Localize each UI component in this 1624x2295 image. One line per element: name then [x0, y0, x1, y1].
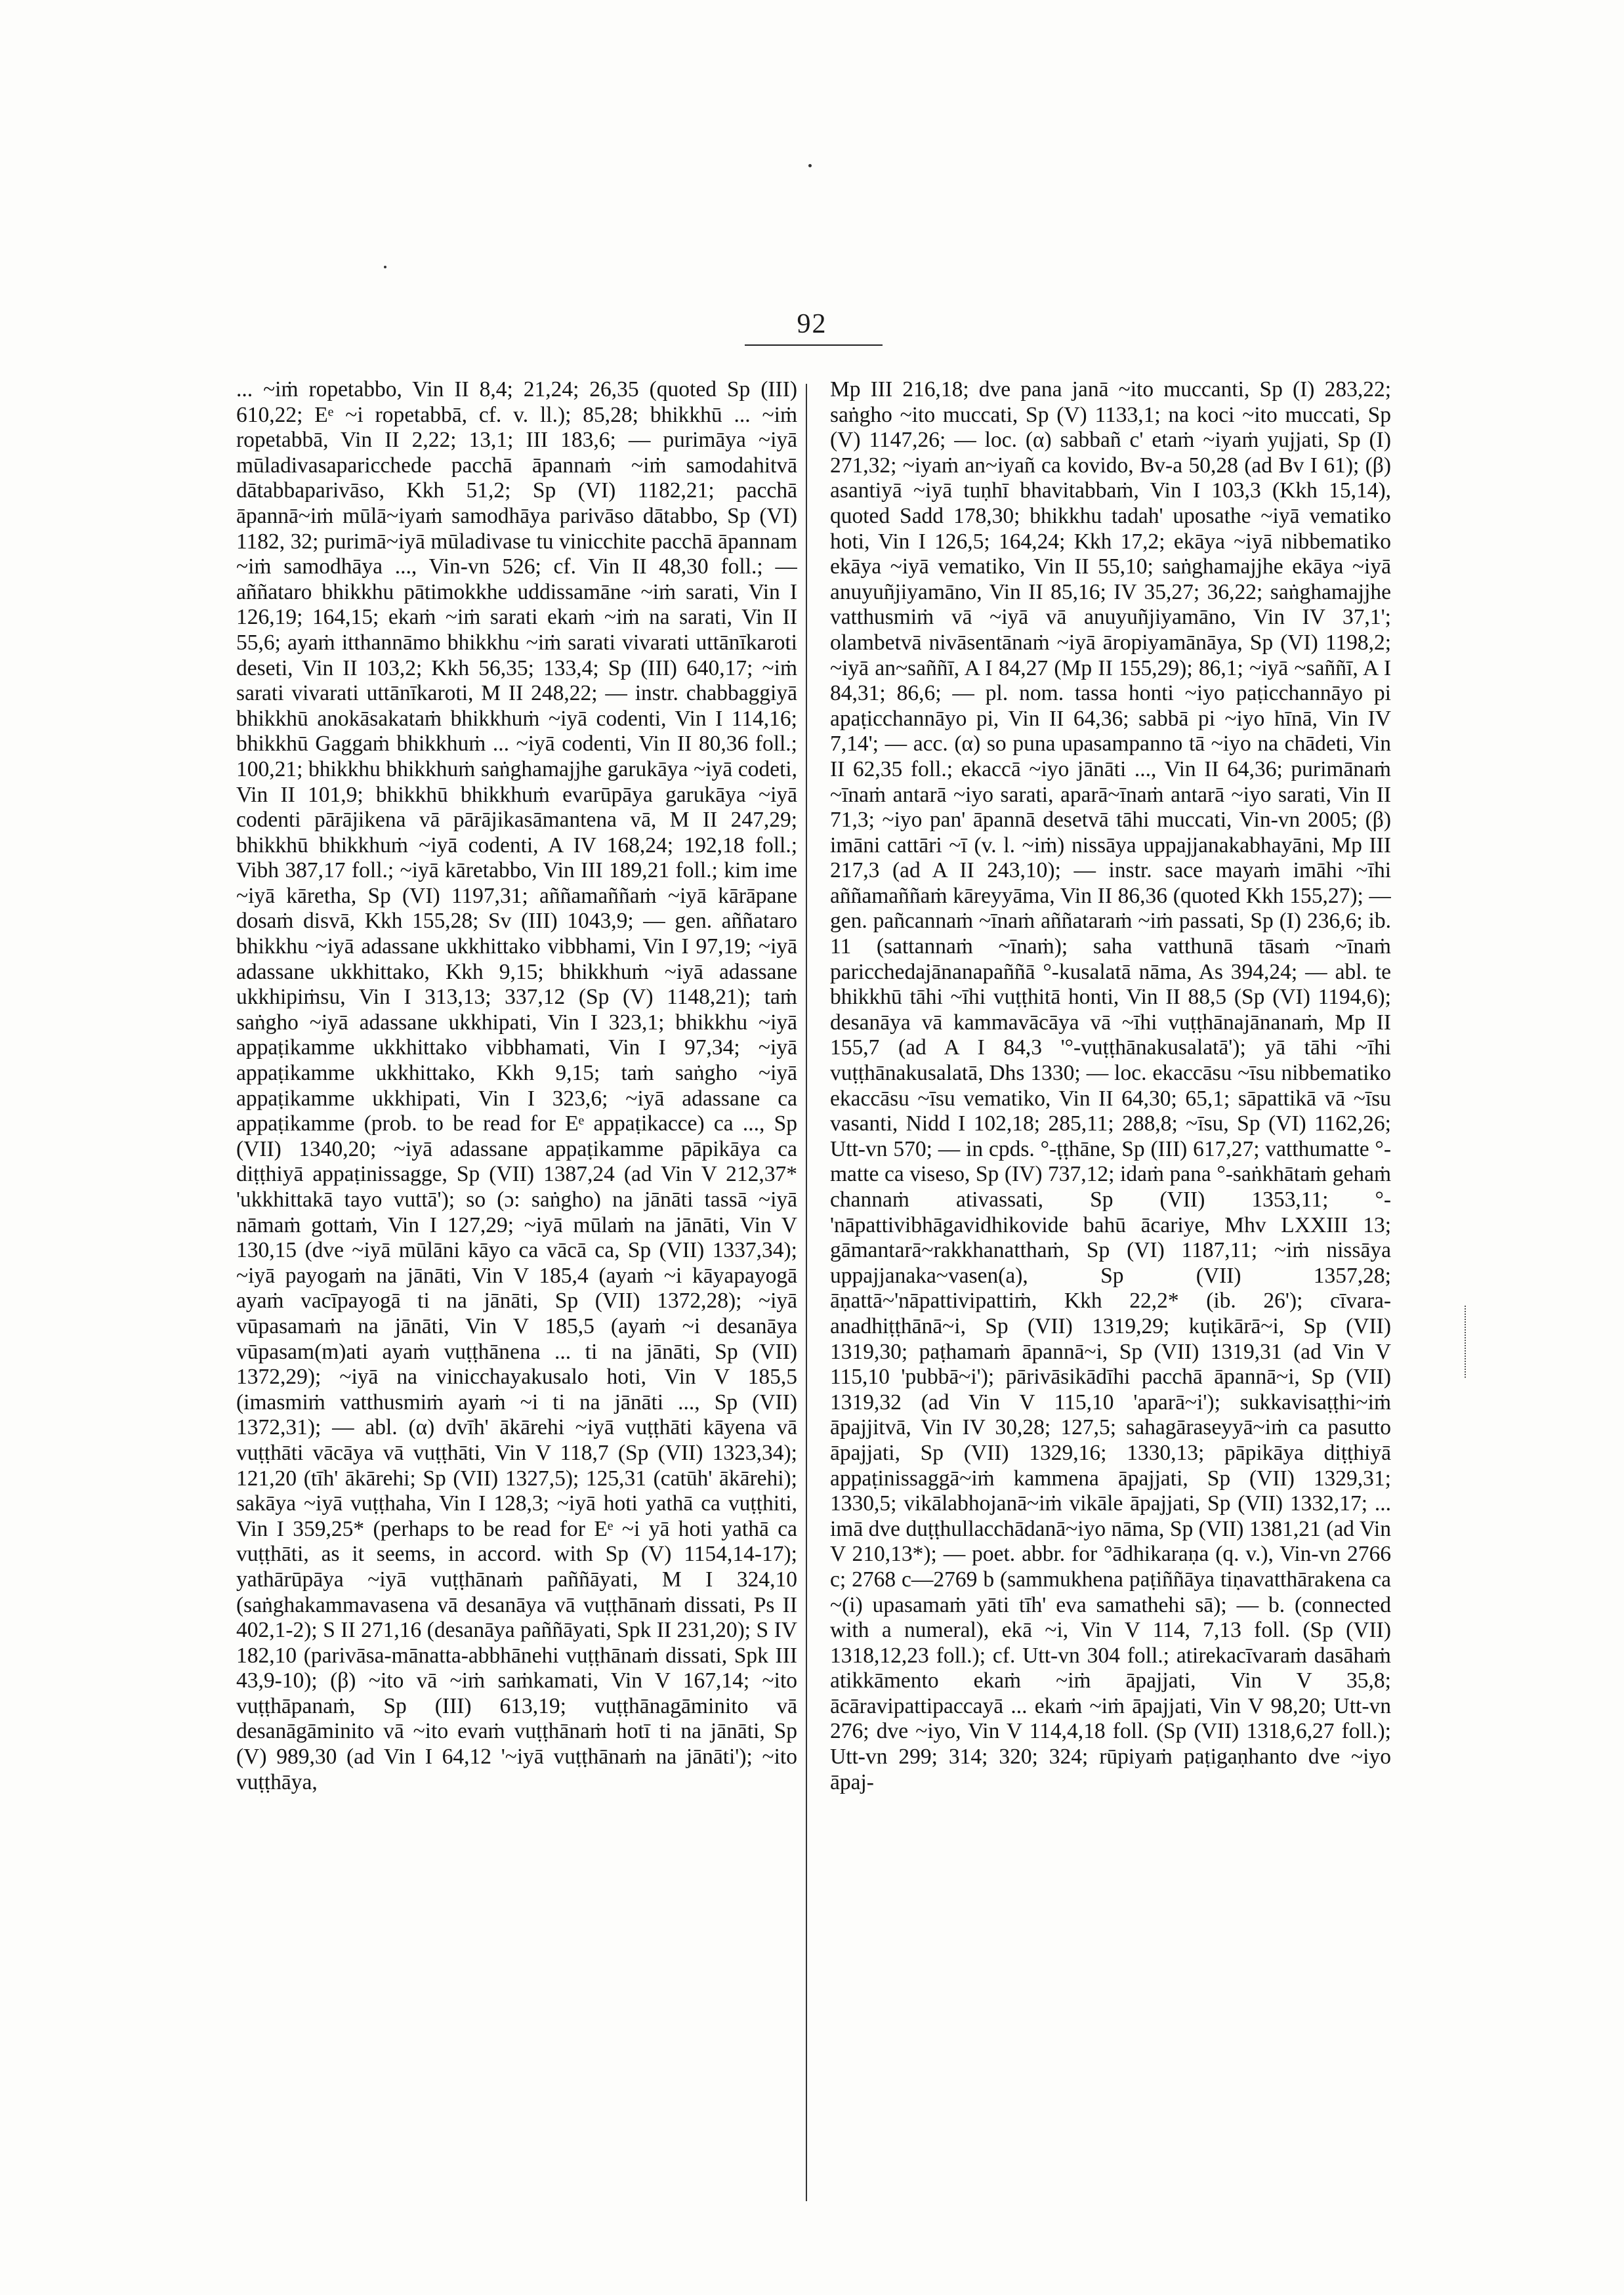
- left-column-text: ... ~iṁ ropetabbo, Vin II 8,4; 21,24; 26,35 (quoted Sp (III) 610,22; Eᵉ ~i ropetabbā, cf. v. ll.); 85,28; bhikkhū ... ~iṁ ropetabbā, Vin II 2,22; 13,1; III 183,6; — purimāya ~iyā mūladivasaparicchede pacchā āpannaṁ ~iṁ samodahitvā dātabbaparivāso, Kkh 51,2; Sp (VI) 1182,21; pacchā āpannā~iṁ mūlā~iyaṁ samodhāya parivāso dātabbo, Sp (VI) 1182, 32; purimā~iyā mūladivase tu vinicchite pacchā āpannam ~iṁ samodhāya ..., Vin-vn 526; cf. Vin II 48,30 foll.; — aññataro bhikkhu pātimokkhe uddissamāne ~iṁ sarati, Vin I 126,19; 164,15; ekaṁ ~iṁ sarati ekaṁ ~iṁ na sarati, Vin II 55,6; ayaṁ itthannāmo bhikkhu ~iṁ sarati vivarati uttānīkaroti deseti, Vin II 103,2; Kkh 56,35; 133,4; Sp (III) 640,17; ~iṁ sarati vivarati uttānīkaroti, M II 248,22; — instr. chabbaggiyā bhikkhū anokāsakataṁ bhikkhuṁ ~iyā codenti, Vin I 114,16; bhikkhū Gaggaṁ bhikkhuṁ ... ~iyā codenti, Vin II 80,36 foll.; 100,21; bhikkhu bhikkhuṁ saṅghamajjhe garukāya ~iyā codeti, Vin II 101,9; bhikkhū bhikkhuṁ evarūpāya garukāya ~iyā codenti pārājikena vā pārājikasāmantena vā, M II 247,29; bhikkhū bhikkhuṁ ~iyā codenti, A IV 168,24; 192,18 foll.; Vibh 387,17 foll.; ~iyā kāretabbo, Vin III 189,21 foll.; kim ime ~iyā kāretha, Sp (VI) 1197,31; aññamaññaṁ ~iyā kārāpane dosaṁ disvā, Kkh 155,28; Sv (III) 1043,9; — gen. aññataro bhikkhu ~iyā adassane ukkhittako vibbhami, Vin I 97,19; ~iyā adassane ukkhittako, Kkh 9,15; bhikkhuṁ ~iyā adassane ukkhipiṁsu, Vin I 313,13; 337,12 (Sp (V) 1148,21); taṁ saṅgho ~iyā adassane ukkhipati, Vin I 323,1; bhikkhu ~iyā appaṭikamme ukkhittako vibbhamati, Vin I 97,34; ~iyā appaṭikamme ukkhittako, Kkh 9,15; taṁ saṅgho ~iyā appaṭikamme ukkhipati, Vin I 323,6; ~iyā adassane ca appaṭikamme (prob. to be read for Eᵉ appaṭikacce) ca ..., Sp (VII) 1340,20; ~iyā adassane appaṭikamme pāpikāya ca diṭṭhiyā appaṭinissagge, Sp (VII) 1387,24 (ad Vin V 212,37* 'ukkhittakā tayo vuttā'); so (ɔ: saṅgho) na jānāti tassā ~iyā nāmaṁ gottaṁ, Vin I 127,29; ~iyā mūlaṁ na jānāti, Vin V 130,15 (dve ~iyā mūlāni kāyo ca vācā ca, Sp (VII) 1337,34); ~iyā payogaṁ na jānāti, Vin V 185,4 (ayaṁ ~i kāyapayogā ayaṁ vacīpayogā ti na jānāti, Sp (VII) 1372,28); ~iyā vūpasamaṁ na jānāti, Vin V 185,5 (ayaṁ ~i desanāya vūpasam(m)ati ayaṁ vuṭṭhānena ... ti na jānāti, Sp (VII) 1372,29); ~iyā na vinicchayakusalo hoti, Vin V 185,5 (imasmiṁ vatthusmiṁ ayaṁ ~i ti na jānāti ..., Sp (VII) 1372,31); — abl. (α) dvīh' ākārehi ~iyā vuṭṭhāti kāyena vā vuṭṭhāti vācāya vā vuṭṭhāti, Vin V 118,7 (Sp (VII) 1323,34); 121,20 (tīh' ākārehi; Sp (VII) 1327,5); 125,31 (catūh' ākārehi); sakāya ~iyā vuṭṭhaha, Vin I 128,3; ~iyā hoti yathā ca vuṭṭhiti, Vin I 359,25* (perhaps to be read for Eᵉ ~i yā hoti yathā ca vuṭṭhāti, as it seems, in accord. with Sp (V) 1154,14-17); yathārūpāya ~iyā vuṭṭhānaṁ paññāyati, M I 324,10 (saṅghakammavasena vā desanāya vā vuṭṭhānaṁ dissati, Ps II 402,1-2); S II 271,16 (desanāya paññāyati, Spk II 231,20); S IV 182,10 (parivāsa-mānatta-abbhānehi vuṭṭhānaṁ dissati, Spk III 43,9-10); (β) ~ito vā ~iṁ saṁkamati, Vin V 167,14; ~ito vuṭṭhāpanaṁ, Sp (III) 613,19; vuṭṭhānagāminito vā desanāgāminito vā ~ito evaṁ vuṭṭhānaṁ hotī ti na jānāti, Sp (V) 989,30 (ad Vin I 64,12 '~iyā vuṭṭhānaṁ na jānāti'); ~ito vuṭṭhāya,: [236, 377, 797, 1794]
- page-number-rule: [745, 344, 883, 346]
- page-number: 92: [797, 309, 827, 339]
- scan-speck: [808, 164, 812, 167]
- scan-margin-mark: [1465, 1306, 1466, 1378]
- right-column: [830, 377, 1391, 2208]
- left-column: [236, 377, 797, 2208]
- column-divider: [806, 384, 807, 2201]
- scan-speck: [384, 266, 386, 268]
- right-column-text: Mp III 216,18; dve pana janā ~ito muccanti, Sp (I) 283,22; saṅgho ~ito muccati, Sp (V) 1133,1; na koci ~ito muccati, Sp (V) 1147,26; — loc. (α) sabbañ c' etaṁ ~iyaṁ yujjati, Sp (I) 271,32; ~iyaṁ an~iyañ ca kovido, Bv-a 50,28 (ad Bv I 61); (β) asantiyā ~iyā tuṇhī bhavitabbaṁ, Vin I 103,3 (Kkh 15,14), quoted Sadd 178,30; bhikkhu tadah' uposathe ~iyā vematiko hoti, Vin I 126,5; 164,24; Kkh 17,2; ekāya ~iyā nibbematiko ekāya ~iyā vematiko, Vin II 55,10; saṅghamajjhe ekāya ~iyā anuyuñjiyamāno, Vin II 85,16; IV 35,27; 36,22; saṅghamajjhe vatthusmiṁ vā ~iyā vā anuyuñjiyamāno, Vin IV 37,1'; olambetvā nivāsentānaṁ ~iyā āropiyamānāya, Sp (VI) 1198,2; ~iyā an~saññī, A I 84,27 (Mp II 155,29); 86,1; ~iyā ~saññī, A I 84,31; 86,6; — pl. nom. tassa honti ~iyo paṭicchannāyo pi apaṭicchannāyo pi, Vin II 64,36; sabbā pi ~iyo hīnā, Vin IV 7,14'; — acc. (α) so puna upasampanno tā ~iyo na chādeti, Vin II 62,35 foll.; ekaccā ~iyo jānāti ..., Vin II 64,36; purimānaṁ ~īnaṁ antarā ~iyo sarati, aparā~īnaṁ antarā ~iyo sarati, Vin II 71,3; ~iyo pan' āpannā desetvā tāhi muccati, Vin-vn 2005; (β) imāni cattāri ~ī (v. l. ~iṁ) nissāya uppajjanakabhayāni, Mp III 217,3 (ad A II 243,10); — instr. sace mayaṁ imāhi ~īhi aññamaññaṁ kāreyyāma, Vin II 86,36 (quoted Kkh 155,27); — gen. pañcannaṁ ~īnaṁ aññataraṁ ~iṁ passati, Sp (I) 236,6; ib. 11 (sattannaṁ ~īnaṁ); saha vatthunā tāsaṁ ~īnaṁ paricchedajānanapaññā °-kusalatā nāma, As 394,24; — abl. te bhikkhū tāhi ~īhi vuṭṭhitā honti, Vin II 88,5 (Sp (VI) 1194,6); desanāya vā kammavācāya vā ~īhi vuṭṭhānajānanaṁ, Mp II 155,7 (ad A I 84,3 '°-vuṭṭhānakusalatā'); yā tāhi ~īhi vuṭṭhānakusalatā, Dhs 1330; — loc. ekaccāsu ~īsu nibbematiko ekaccāsu ~īsu vematiko, Vin II 64,30; 65,1; sāpattikā vā ~īsu vasanti, Nidd I 102,18; 285,11; 288,8; ~īsu, Sp (VI) 1162,26; Utt-vn 570; — in cpds. °-ṭṭhāne, Sp (III) 617,27; vatthumatte °-matte ca viseso, Sp (IV) 737,12; idaṁ pana °-saṅkhātaṁ gehaṁ channaṁ ativassati, Sp (VII) 1353,11; °-'nāpattivibhāgavidhikovide bahū ācariye, Mhv LXXIII 13; gāmantarā~rakkhanatthaṁ, Sp (VI) 1187,11; ~iṁ nissāya uppajjanaka~vasen(a), Sp (VII) 1357,28; āṇattā~'nāpattivipattiṁ, Kkh 22,2* (ib. 26'); cīvara-anadhiṭṭhānā~i, Sp (VII) 1319,29; kuṭikārā~i, Sp (VII) 1319,30; paṭhamaṁ āpannā~i, Sp (VII) 1319,31 (ad Vin V 115,10 'pubbā~i'); pārivāsikādīhi pacchā āpannā~i, Sp (VII) 1319,32 (ad Vin V 115,10 'aparā~i'); sukkavisaṭṭhi~iṁ āpajjitvā, Vin IV 30,28; 127,5; sahagāraseyyā~iṁ ca pasutto āpajjati, Sp (VII) 1329,16; 1330,13; pāpikāya diṭṭhiyā appaṭinissaggā~iṁ kammena āpajjati, Sp (VII) 1329,31; 1330,5; vikālabhojanā~iṁ vikāle āpajjati, Sp (VII) 1332,17; ... imā dve duṭṭhullacchādanā~iyo nāma, Sp (VII) 1381,21 (ad Vin V 210,13*); — poet. abbr. for °ādhikaraṇa (q. v.), Vin-vn 2766 c; 2768 c—2769 b (sammukhena paṭiññāya tiṇavatthārakena ca ~(i) upasamaṁ yāti tīh' eva samathehi sā); — b. (connected with a numeral), ekā ~i, Vin V 114, 7,13 foll. (Sp (VII) 1318,12,23 foll.); cf. Utt-vn 304 foll.; atirekacīvaraṁ dasāhaṁ atikkāmento ekaṁ ~iṁ āpajjati, Vin V 35,8; ācāravipattipaccayā ... ekaṁ ~iṁ āpajjati, Vin V 98,20; Utt-vn 276; dve ~iyo, Vin V 114,4,18 foll. (Sp (VII) 1318,6,27 foll.); Utt-vn 299; 314; 320; 324; rūpiyaṁ paṭigaṇhanto dve ~iyo āpaj-: [830, 377, 1391, 1794]
